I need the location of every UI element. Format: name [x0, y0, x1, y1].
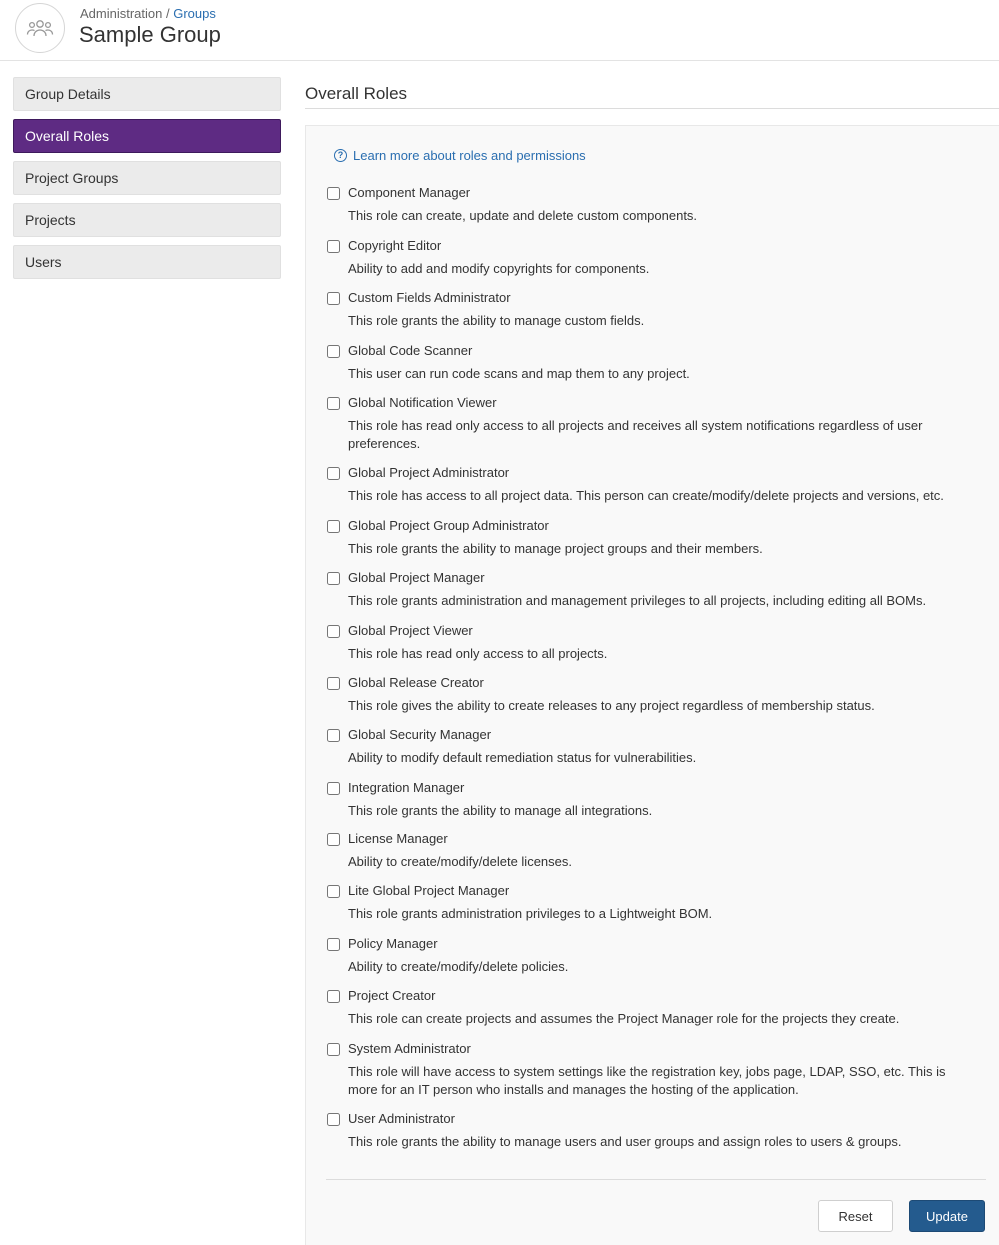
- role-description: This user can run code scans and map them to any project.: [348, 366, 690, 381]
- role-description: This role has read only access to all projects.: [348, 646, 608, 661]
- role-checkbox[interactable]: [327, 572, 340, 585]
- role-checkbox[interactable]: [327, 520, 340, 533]
- role-name: Global Release Creator: [348, 675, 484, 690]
- role-name: Global Project Group Administrator: [348, 518, 549, 533]
- role-description: Ability to add and modify copyrights for components.: [348, 261, 650, 276]
- role-checkbox[interactable]: [327, 397, 340, 410]
- role-name: Global Code Scanner: [348, 343, 473, 358]
- role-checkbox[interactable]: [327, 240, 340, 253]
- page-header: [0, 0, 999, 61]
- role-description: This role has read only access to all projects and receives all system notifications regardless of user preferences.: [348, 418, 923, 451]
- role-checkbox[interactable]: [327, 833, 340, 846]
- role-description: Ability to create/modify/delete policies.: [348, 959, 569, 974]
- role-name: Copyright Editor: [348, 238, 442, 253]
- roles-panel: [305, 125, 999, 1245]
- role-checkbox[interactable]: [327, 625, 340, 638]
- role-description: This role will have access to system settings like the registration key, jobs page, LDAP, SSO, etc. This is more for an IT person who installs and manages the hosting of the application.: [348, 1064, 946, 1097]
- role-description: This role grants the ability to manage users and user groups and assign roles to users & groups.: [348, 1134, 902, 1149]
- role-checkbox[interactable]: [327, 990, 340, 1003]
- section-divider: [305, 108, 999, 109]
- role-checkbox[interactable]: [327, 1043, 340, 1056]
- reset-button[interactable]: Reset: [818, 1200, 893, 1232]
- role-name: Global Notification Viewer: [348, 395, 497, 410]
- role-name: Global Project Viewer: [348, 623, 473, 638]
- role-description: This role has access to all project data. This person can create/modify/delete projects and versions, etc.: [348, 488, 944, 503]
- role-name: User Administrator: [348, 1111, 455, 1126]
- role-checkbox[interactable]: [327, 938, 340, 951]
- role-name: Global Project Administrator: [348, 465, 510, 480]
- role-description: This role grants administration privileges to a Lightweight BOM.: [348, 906, 713, 921]
- role-checkbox[interactable]: [327, 1113, 340, 1126]
- role-name: Global Project Manager: [348, 570, 485, 585]
- sidebar-item-project-groups[interactable]: Project Groups: [13, 161, 281, 195]
- help-icon: ?: [334, 149, 347, 162]
- role-name: Component Manager: [348, 185, 471, 200]
- role-checkbox[interactable]: [327, 677, 340, 690]
- footer-divider: [326, 1179, 986, 1180]
- role-name: Global Security Manager: [348, 727, 492, 742]
- avatar: [15, 3, 65, 53]
- role-checkbox[interactable]: [327, 729, 340, 742]
- role-description: This role grants the ability to manage project groups and their members.: [348, 541, 763, 556]
- role-checkbox[interactable]: [327, 292, 340, 305]
- sidebar-item-group-details[interactable]: Group Details: [13, 77, 281, 111]
- role-description: This role grants administration and management privileges to all projects, including editing all BOMs.: [348, 593, 927, 608]
- role-description: This role grants the ability to manage custom fields.: [348, 313, 645, 328]
- breadcrumb-parent: Administration: [80, 6, 163, 21]
- role-checkbox[interactable]: [327, 885, 340, 898]
- role-name: System Administrator: [348, 1041, 471, 1056]
- sidebar-item-overall-roles[interactable]: Overall Roles: [13, 119, 281, 153]
- learn-more-link[interactable]: [334, 148, 586, 163]
- role-name: Custom Fields Administrator: [348, 290, 511, 305]
- role-name: Policy Manager: [348, 936, 438, 951]
- role-name: Project Creator: [348, 988, 436, 1003]
- role-checkbox[interactable]: [327, 345, 340, 358]
- role-description: Ability to create/modify/delete licenses.: [348, 854, 572, 869]
- role-checkbox[interactable]: [327, 782, 340, 795]
- learn-more-label: Learn more about roles and permissions: [353, 148, 586, 163]
- role-description: Ability to modify default remediation status for vulnerabilities.: [348, 750, 697, 765]
- role-name: Lite Global Project Manager: [348, 883, 510, 898]
- sidebar-item-projects[interactable]: Projects: [13, 203, 281, 237]
- sidebar-item-users[interactable]: Users: [13, 245, 281, 279]
- role-description: This role can create projects and assumes the Project Manager role for the projects they create.: [348, 1011, 900, 1026]
- role-description: This role can create, update and delete custom components.: [348, 208, 698, 223]
- breadcrumb-link-groups[interactable]: Groups: [173, 6, 216, 21]
- breadcrumb: [80, 6, 216, 21]
- update-button[interactable]: Update: [909, 1200, 985, 1232]
- sidebar-nav: [13, 77, 281, 287]
- role-checkbox[interactable]: [327, 187, 340, 200]
- page-title: Sample Group: [79, 22, 221, 47]
- role-description: This role gives the ability to create releases to any project regardless of membership status.: [348, 698, 875, 713]
- role-name: Integration Manager: [348, 780, 465, 795]
- role-description: This role grants the ability to manage all integrations.: [348, 803, 653, 818]
- breadcrumb-separator: /: [162, 6, 174, 21]
- user-group-icon: [26, 16, 54, 40]
- role-name: License Manager: [348, 831, 448, 846]
- section-title: Overall Roles: [305, 84, 408, 103]
- role-checkbox[interactable]: [327, 467, 340, 480]
